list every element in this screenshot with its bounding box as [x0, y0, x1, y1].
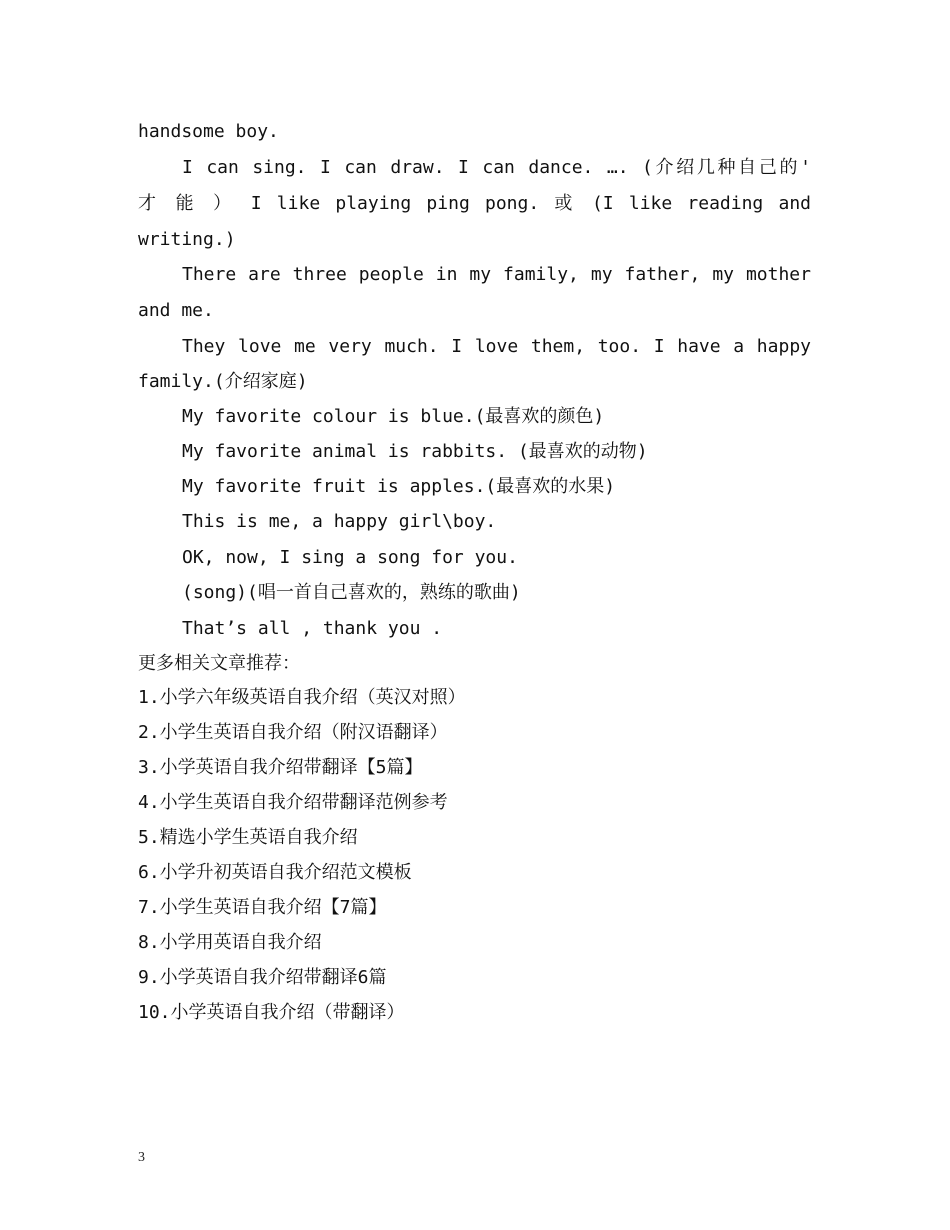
related-article-link[interactable]: 2.小学生英语自我介绍（附汉语翻译）	[138, 722, 448, 743]
related-article-link[interactable]: 7.小学生英语自我介绍【7篇】	[138, 897, 387, 918]
body-line: handsome boy.	[138, 121, 279, 142]
body-line: That’s all , thank you .	[182, 618, 443, 639]
related-article-link[interactable]: 1.小学六年级英语自我介绍（英汉对照）	[138, 687, 466, 708]
related-article-link[interactable]: 3.小学英语自我介绍带翻译【5篇】	[138, 757, 423, 778]
related-article-link[interactable]: 9.小学英语自我介绍带翻译6篇	[138, 967, 387, 988]
body-line: This is me, a happy girl\boy.	[182, 511, 497, 532]
body-line: and me.	[138, 300, 214, 321]
body-line: There are three people in my family, my father, my mother	[182, 264, 811, 285]
body-line: OK, now, I sing a song for you.	[182, 547, 518, 568]
related-article-link[interactable]: 4.小学生英语自我介绍带翻译范例参考	[138, 792, 448, 813]
body-line: My favorite fruit is apples.(最喜欢的水果)	[182, 476, 616, 497]
body-line: 才 能 ） I like playing ping pong. 或 (I like reading and	[138, 193, 811, 214]
related-article-link[interactable]: 10.小学英语自我介绍（带翻译）	[138, 1002, 405, 1023]
page-number: 3	[138, 1150, 145, 1165]
body-line: family.(介绍家庭)	[138, 371, 308, 392]
body-line: (song)(唱一首自己喜欢的，熟练的歌曲)	[182, 582, 521, 603]
related-article-link[interactable]: 5.精选小学生英语自我介绍	[138, 827, 358, 848]
body-line: writing.)	[138, 229, 236, 250]
related-article-link[interactable]: 8.小学用英语自我介绍	[138, 932, 322, 953]
body-line: My favorite colour is blue.(最喜欢的颜色)	[182, 406, 605, 427]
body-line: I can sing. I can draw. I can dance. …. (介绍几种自己的'	[182, 157, 811, 178]
related-articles-heading: 更多相关文章推荐：	[138, 653, 300, 674]
body-line: My favorite animal is rabbits. (最喜欢的动物)	[182, 441, 648, 462]
body-line: They love me very much. I love them, too. I have a happy	[182, 336, 811, 357]
related-article-link[interactable]: 6.小学升初英语自我介绍范文模板	[138, 862, 412, 883]
